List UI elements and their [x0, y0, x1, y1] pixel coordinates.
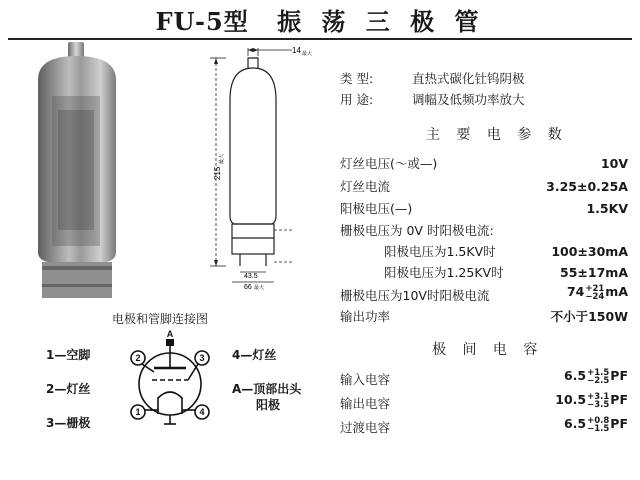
param-value-sub: −24 — [585, 291, 605, 302]
param-value: 10V — [600, 156, 628, 171]
cap-label: 过渡电容 — [340, 420, 391, 435]
pin-number-1: 1 — [135, 407, 141, 417]
param-value: 1.5KV — [586, 201, 628, 216]
pin-legend-1: 1—空脚 — [46, 348, 91, 362]
param-label: 栅极电压为 0V 时阳极电流: — [340, 223, 494, 238]
param-label: 栅极电压为10V时阳极电流 — [340, 288, 490, 303]
cap-unit: PF — [610, 392, 628, 407]
tube-photo-cap — [68, 42, 84, 58]
use-value: 调幅及低频功率放大 — [412, 92, 525, 107]
param-label: 阳极电压为1.25KV时 — [384, 265, 504, 280]
cap-label: 输入电容 — [340, 372, 391, 387]
dimension-drawing — [180, 40, 330, 290]
param-value: 100±30mA — [551, 244, 628, 259]
cap-label: 输出电容 — [340, 396, 391, 411]
use-label: 用 途: — [340, 92, 374, 107]
cap-value — [555, 392, 628, 409]
drawing-top-cap — [248, 58, 258, 68]
tube-photo — [22, 40, 132, 302]
pin-legend-3: 3—栅极 — [46, 416, 91, 430]
page-title — [0, 2, 640, 37]
cap-value — [564, 368, 628, 385]
pin-diagram-caption: 电极和管脚连接图 — [112, 312, 209, 326]
pin-number-3: 3 — [199, 353, 205, 363]
drawing-base — [232, 224, 274, 254]
param-value: 3.25±0.25A — [546, 179, 628, 194]
tube-model: FU-5型 — [155, 7, 249, 36]
pin-legend-anode-2: 阳极 — [256, 398, 281, 412]
param-value — [567, 284, 628, 301]
tube-name: 振 荡 三 极 管 — [277, 7, 485, 36]
pin-legend-4: 4—灯丝 — [232, 348, 277, 362]
cap-sup: +3.1 — [587, 391, 610, 402]
param-value: 55±17mA — [560, 265, 628, 280]
dim-mid-value: 43.5 — [244, 273, 258, 280]
cap-sub: −2.5 — [587, 375, 610, 386]
cap-sub: −1.5 — [587, 423, 610, 434]
schematic-top-cap — [166, 339, 174, 346]
cap-sub: −3.5 — [587, 399, 610, 410]
capacitance-header: 极 间 电 容 — [432, 342, 544, 358]
param-value-unit: mA — [605, 284, 628, 299]
pin-legend-2: 2—灯丝 — [46, 382, 91, 396]
cap-sup: +1.5 — [587, 367, 610, 378]
anode-label: A — [166, 330, 174, 339]
param-label: 灯丝电流 — [340, 179, 391, 194]
type-value: 直热式碳化钍钨阴极 — [412, 71, 525, 86]
tube-schematic — [124, 330, 216, 434]
param-value: 不小于150W — [550, 309, 628, 324]
cap-base: 10.5 — [555, 392, 587, 407]
param-label: 阳极电压为1.5KV时 — [384, 244, 496, 259]
pin-legend-anode: A—顶部出头 — [232, 382, 302, 396]
cap-base: 6.5 — [563, 416, 587, 431]
dim-height-value: 215 — [213, 166, 222, 180]
dim-top-value: 14 — [292, 46, 301, 55]
cap-base: 6.5 — [563, 368, 587, 383]
drawing-bulb — [230, 68, 276, 224]
param-value-base: 74 — [566, 284, 585, 299]
schematic-filament — [158, 392, 182, 414]
cap-unit: PF — [610, 416, 628, 431]
pin-number-4: 4 — [199, 407, 205, 417]
param-label: 输出功率 — [340, 309, 391, 324]
param-label: 灯丝电压(～或—) — [340, 156, 438, 171]
cap-unit: PF — [610, 368, 628, 383]
dim-base-value: 66 — [244, 284, 252, 290]
cap-sup: +0.8 — [587, 415, 610, 426]
dim-height-unit: 最大 — [219, 153, 225, 164]
param-label: 阳极电压(—) — [340, 201, 413, 216]
param-value-sup: +21 — [585, 283, 605, 294]
main-params-header: 主 要 电 参 数 — [426, 127, 568, 143]
dim-base-unit: 最大 — [254, 285, 265, 290]
dim-top-unit: 最大 — [302, 51, 313, 57]
pin-number-2: 2 — [135, 353, 141, 363]
type-label: 类 型: — [340, 71, 374, 86]
cap-value — [564, 416, 628, 433]
